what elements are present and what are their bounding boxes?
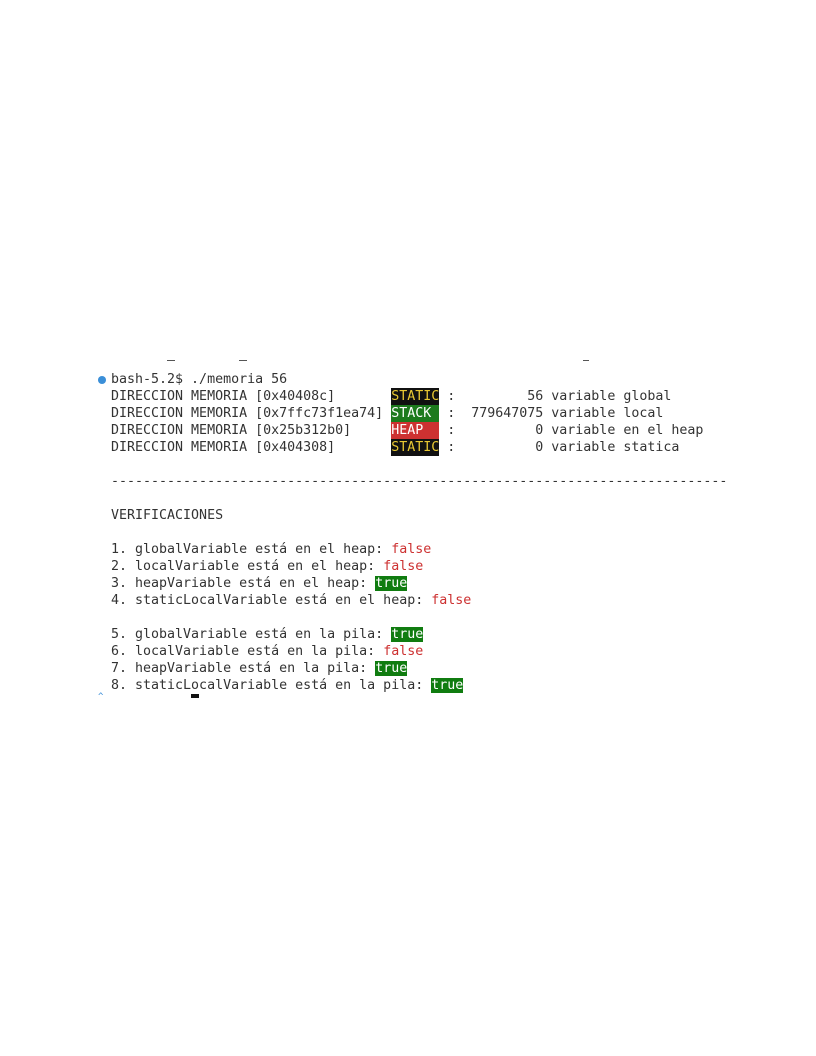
check-result-false: false: [431, 593, 472, 608]
memory-address: DIRECCION MEMORIA [0x40408c]: [111, 389, 392, 404]
prompt-command-line: bash-5.2$ ./memoria 56: [111, 372, 288, 387]
memory-value: : 0 variable statica: [439, 440, 680, 455]
heap-check-row: [111, 592, 471, 609]
check-label: 6. localVariable está en la pila:: [111, 644, 384, 659]
caret-up-icon: ^: [98, 692, 104, 698]
stack-check-row: [111, 677, 463, 694]
stack-check-row: [111, 660, 407, 677]
memory-row: [111, 405, 663, 422]
memory-value: : 779647075 variable local: [439, 406, 664, 421]
check-result-true: true: [375, 576, 408, 591]
check-result-false: false: [383, 644, 424, 659]
heap-check-row: [111, 575, 407, 592]
check-label: 4. staticLocalVariable está en el heap:: [111, 593, 432, 608]
verifications-title: VERIFICACIONES: [111, 508, 224, 523]
command-status-dot-icon[interactable]: [98, 376, 106, 384]
check-label: 3. heapVariable está en el heap:: [111, 576, 376, 591]
check-label: 5. globalVariable está en la pila:: [111, 627, 392, 642]
heap-check-row: [111, 541, 431, 558]
terminal-output[interactable]: [95, 360, 735, 698]
check-result-true: true: [431, 678, 464, 693]
memory-value: : 0 variable en el heap: [439, 423, 704, 438]
memory-row: [111, 388, 671, 405]
heap-tag: HEAP: [391, 423, 440, 438]
heap-check-row: [111, 558, 423, 575]
separator-line: -----------------------------------------------------------------------------: [111, 474, 728, 489]
terminal-cursor: [191, 694, 199, 698]
stack-check-row: [111, 626, 423, 643]
memory-row: [111, 439, 679, 456]
memory-value: : 56 variable global: [439, 389, 672, 404]
check-result-false: false: [383, 559, 424, 574]
memory-address: DIRECCION MEMORIA [0x7ffc73f1ea74]: [111, 406, 392, 421]
stack-tag: STACK: [391, 406, 440, 421]
check-label: 2. localVariable está en el heap:: [111, 559, 384, 574]
check-label: 1. globalVariable está en el heap:: [111, 542, 392, 557]
check-label: 7. heapVariable está en la pila:: [111, 661, 376, 676]
check-result-true: true: [375, 661, 408, 676]
check-result-false: false: [391, 542, 432, 557]
check-label: 8. staticLocalVariable está en la pila:: [111, 678, 432, 693]
static-tag: STATIC: [391, 440, 440, 455]
check-result-true: true: [391, 627, 424, 642]
memory-address: DIRECCION MEMORIA [0x404308]: [111, 440, 392, 455]
stack-check-row: [111, 643, 423, 660]
cropped-previous-line: [111, 360, 721, 363]
memory-row: [111, 422, 703, 439]
memory-address: DIRECCION MEMORIA [0x25b312b0]: [111, 423, 392, 438]
static-tag: STATIC: [391, 389, 440, 404]
